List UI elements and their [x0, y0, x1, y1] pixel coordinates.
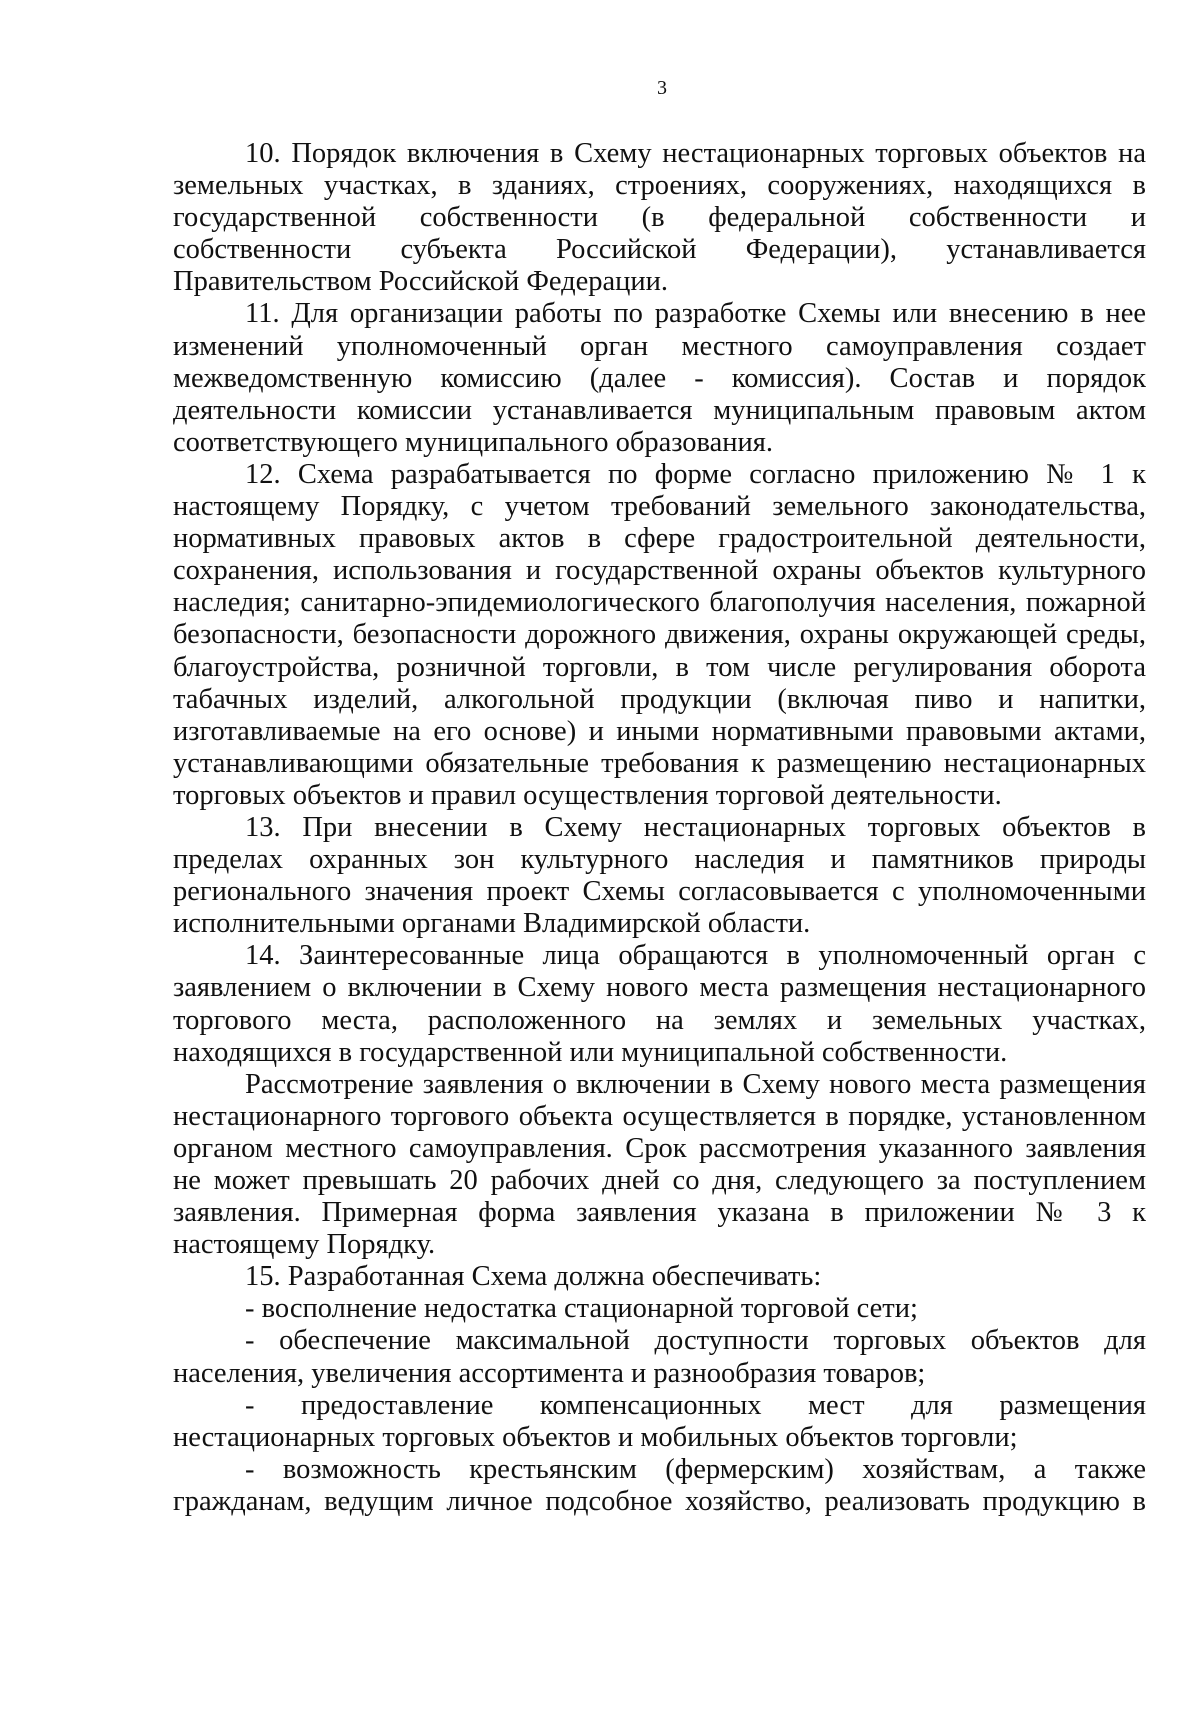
paragraph-15: 15. Разработанная Схема должна обеспечивать: [245, 1261, 822, 1293]
list-item: - возможность крестьянским (фермерским) хозяйствам, а также гражданам, ведущим личное подсобное хозяйство, реализовать продукцию в [173, 1453, 1146, 1517]
list-item: - восполнение недостатка стационарной торговой сети; [245, 1293, 918, 1325]
paragraph-11: 11. Для организации работы по разработке Схемы или внесению в нее изменений уполномоченный орган местного самоуправления создает межведомственную комиссию (далее - комиссия). Состав и порядок деятельности комиссии устанавливается муниципальным правовым актом соответствующего муниципального образования. [173, 298, 1146, 458]
paragraph-10: 10. Порядок включения в Схему нестационарных торговых объектов на земельных участках, в зданиях, строениях, сооружениях, находящихся в государственной собственности (в федеральной собственности и собственности субъекта Российской Федерации), устанавливается Правительством Российской Федерации. [173, 138, 1146, 298]
page-number: 3 [657, 77, 667, 99]
document-body [173, 138, 1146, 1518]
paragraph-14: 14. Заинтересованные лица обращаются в уполномоченный орган с заявлением о включении в Схему нового места размещения нестационарного торгового места, расположенного на землях и земельных участках, находящихся в государственной или муниципальной собственности. [173, 940, 1146, 1068]
paragraph-12: 12. Схема разрабатывается по форме согласно приложению № 1 к настоящему Порядку, с учетом требований земельного законодательства, нормативных правовых актов в сфере градостроительной деятельности, сохранения, использования и государственной охраны объектов культурного наследия; санитарно-эпидемиологического благополучия населения, пожарной безопасности, безопасности дорожного движения, охраны окружающей среды, благоустройства, розничной торговли, в том числе регулирования оборота табачных изделий, алкогольной продукции (включая пиво и напитки, изготавливаемые на его основе) и иными нормативными правовыми актами, устанавливающими обязательные требования к размещению нестационарных торговых объектов и правил осуществления торговой деятельности. [173, 458, 1146, 811]
paragraph-14-continuation: Рассмотрение заявления о включении в Схему нового места размещения нестационарного торгового объекта осуществляется в порядке, установленном органом местного самоуправления. Срок рассмотрения указанного заявления не может превышать 20 рабочих дней со дня, следующего за поступлением заявления. Примерная форма заявления указана в приложении № 3 к настоящему Порядку. [173, 1068, 1146, 1261]
paragraph-13: 13. При внесении в Схему нестационарных торговых объектов в пределах охранных зон культурного наследия и памятников природы регионального значения проект Схемы согласовывается с уполномоченными исполнительными органами Владимирской области. [173, 811, 1146, 940]
list-item: - предоставление компенсационных мест для размещения нестационарных торговых объектов и мобильных объектов торговли; [173, 1389, 1146, 1453]
list-item: - обеспечение максимальной доступности торговых объектов для населения, увеличения ассортимента и разнообразия товаров; [173, 1325, 1146, 1389]
